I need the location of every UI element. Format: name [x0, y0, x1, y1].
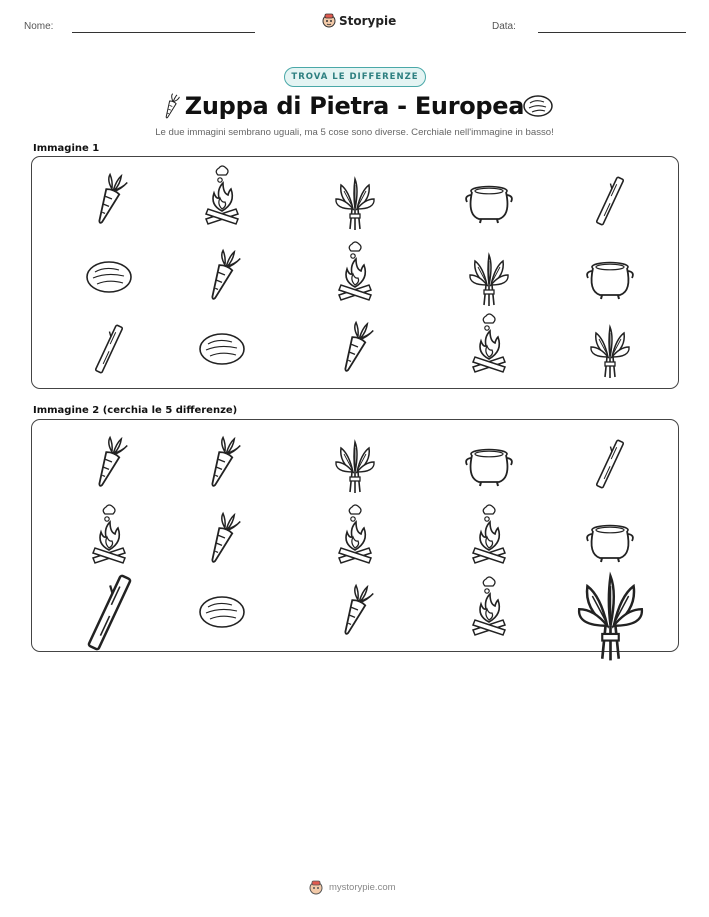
pot-icon	[580, 510, 640, 570]
brand-name: Storypie	[339, 13, 397, 28]
panel2-frame[interactable]	[31, 419, 679, 652]
pot-icon	[580, 247, 640, 307]
picture-cell[interactable]	[222, 612, 223, 613]
stick-icon	[79, 319, 139, 379]
picture-cell[interactable]	[489, 612, 490, 613]
picture-cell[interactable]	[109, 540, 110, 541]
picture-cell	[355, 277, 356, 278]
bread-icon	[192, 582, 252, 642]
picture-cell[interactable]	[222, 540, 223, 541]
carrot-icon	[325, 582, 385, 642]
storypie-mascot-icon	[322, 13, 336, 28]
panel2-title: Immagine 2 (cerchia le 5 differenze)	[33, 405, 238, 416]
picture-cell	[222, 349, 223, 350]
campfire-icon	[79, 510, 139, 570]
bread-icon	[79, 247, 139, 307]
carrot-icon	[192, 510, 252, 570]
bread-icon	[522, 94, 554, 118]
carrot-icon	[325, 319, 385, 379]
herbs-icon	[459, 247, 519, 307]
stick-icon	[580, 171, 640, 231]
picture-cell[interactable]	[489, 540, 490, 541]
picture-cell	[489, 277, 490, 278]
carrot-icon	[79, 171, 139, 231]
pot-icon	[459, 171, 519, 231]
campfire-icon	[459, 582, 519, 642]
picture-cell[interactable]	[355, 612, 356, 613]
name-label: Nome:	[24, 21, 54, 32]
instructions: Le due immagini sembrano uguali, ma 5 cose sono diverse. Cerchiale nell'immagine in basso!	[155, 127, 554, 138]
campfire-icon	[459, 510, 519, 570]
stick-icon	[580, 434, 640, 494]
herbs-icon	[580, 319, 640, 379]
pot-icon	[459, 434, 519, 494]
brand-logo	[322, 13, 396, 28]
picture-cell	[489, 201, 490, 202]
herbs-icon	[325, 171, 385, 231]
activity-badge: TROVA LE DIFFERENZE	[284, 67, 426, 87]
title-bread-icon	[522, 94, 554, 122]
campfire-icon	[192, 171, 252, 231]
panel1-title: Immagine 1	[33, 143, 100, 154]
name-line[interactable]	[72, 32, 255, 33]
picture-cell	[109, 349, 110, 350]
campfire-icon	[325, 247, 385, 307]
carrot-icon	[192, 247, 252, 307]
picture-cell[interactable]	[610, 540, 611, 541]
date-label: Data:	[492, 21, 516, 32]
storypie-mascot-icon	[309, 880, 323, 895]
picture-cell	[489, 349, 490, 350]
picture-cell	[222, 201, 223, 202]
carrot-icon	[79, 434, 139, 494]
picture-cell	[222, 277, 223, 278]
footer	[309, 880, 396, 895]
picture-cell[interactable]	[355, 540, 356, 541]
picture-cell[interactable]	[610, 464, 611, 465]
picture-cell[interactable]	[610, 612, 611, 613]
picture-cell[interactable]	[109, 612, 110, 613]
picture-cell	[610, 277, 611, 278]
campfire-icon	[459, 319, 519, 379]
picture-cell	[109, 277, 110, 278]
stick-icon	[63, 566, 156, 659]
picture-cell[interactable]	[109, 464, 110, 465]
page-title: Zuppa di Pietra - Europea	[184, 92, 525, 120]
picture-cell	[610, 201, 611, 202]
picture-cell	[355, 201, 356, 202]
picture-cell[interactable]	[222, 464, 223, 465]
picture-cell[interactable]	[355, 464, 356, 465]
herbs-icon	[561, 563, 660, 662]
carrot-icon	[192, 434, 252, 494]
herbs-icon	[325, 434, 385, 494]
picture-cell[interactable]	[489, 464, 490, 465]
picture-cell	[355, 349, 356, 350]
picture-cell	[109, 201, 110, 202]
bread-icon	[192, 319, 252, 379]
panel1-frame	[31, 156, 679, 389]
footer-url: mystorypie.com	[329, 882, 396, 893]
picture-cell	[610, 349, 611, 350]
date-line[interactable]	[538, 32, 686, 33]
campfire-icon	[325, 510, 385, 570]
